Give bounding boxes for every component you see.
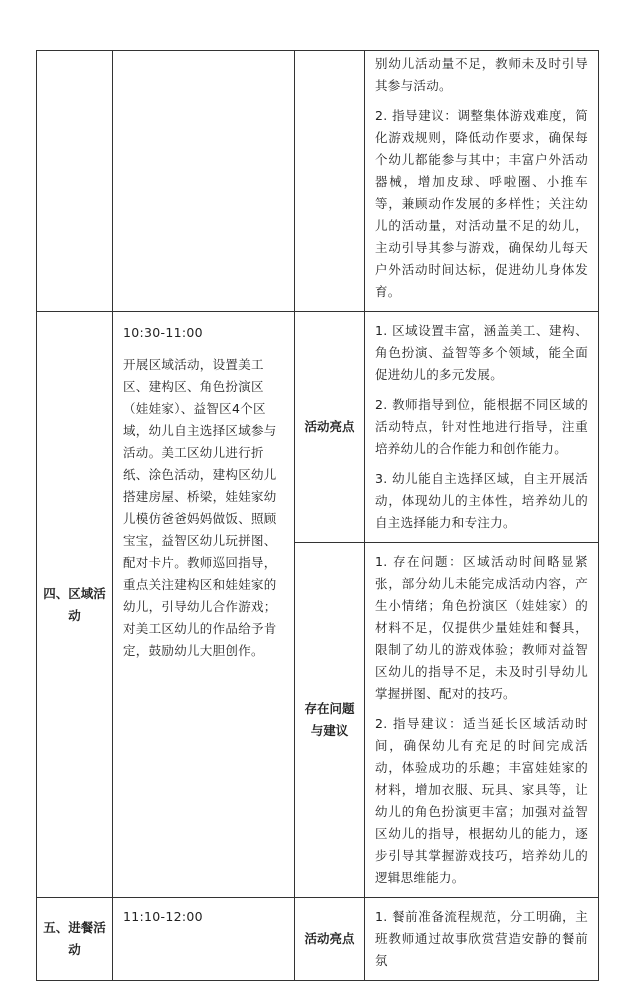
meal-highlight-item: 1. 餐前准备流程规范，分工明确，主班教师通过故事欣赏营造安静的餐前氛 [375,909,588,968]
label-highlights: 活动亮点 [295,312,365,543]
table-row-area-activity-highlights [37,312,599,543]
empty-category-cell [37,51,113,312]
category-meal-activity: 五、进餐活动 [37,898,113,981]
highlight-item: 1. 区域设置丰富，涵盖美工、建构、角色扮演、益智等多个领域，能全面促进幼儿的多元发展。 [375,323,588,382]
empty-description-cell [113,51,295,312]
issue-text-continued: 别幼儿活动量不足，教师未及时引导其参与活动。 [375,56,588,93]
empty-label-cell [295,51,365,312]
activity-description-cell [113,312,295,898]
meal-highlights-cell [365,898,599,981]
suggestion-item: 2. 指导建议：适当延长区域活动时间，确保幼儿有充足的时间完成活动，体验成功的乐趣；丰富娃娃家的材料，增加衣服、玩具、家具等，让幼儿的角色扮演更丰富；加强对益智区幼儿的指导，根据幼儿的能力，逐步引导其掌握游戏技巧，培养幼儿的逻辑思维能力。 [375,716,588,885]
meal-activity-time: 11:10-12:00 [123,909,203,924]
activity-time: 10:30-11:00 [123,325,203,340]
label-meal-highlights: 活动亮点 [295,898,365,981]
highlight-item: 3. 幼儿能自主选择区域，自主开展活动，体现幼儿的主体性，培养幼儿的自主选择能力和专注力。 [375,471,588,530]
table-row-meal-activity [37,898,599,981]
activity-evaluation-table [36,50,599,981]
highlights-cell [365,312,599,543]
highlight-item: 2. 教师指导到位，能根据不同区域的活动特点，针对性地进行指导，注重培养幼儿的合作能力和创作能力。 [375,397,588,456]
suggestion-text: 2. 指导建议：调整集体游戏难度，简化游戏规则，降低动作要求，确保每个幼儿都能参与其中；丰富户外活动器械，增加皮球、呼啦圈、小推车等，兼顾动作发展的多样性；关注幼儿的活动量，对活动量不足的幼儿，主动引导其参与游戏，确保幼儿每天户外活动时间达标，促进幼儿身体发育。 [375,108,588,299]
issue-item: 1. 存在问题：区域活动时间略显紧张，部分幼儿未能完成活动内容，产生小情绪；角色扮演区（娃娃家）的材料不足，仅提供少量娃娃和餐具，限制了幼儿的游戏体验；教师对益智区幼儿的指导不足，未及时引导幼儿掌握拼图、配对的技巧。 [375,554,588,701]
label-issues-suggestions: 存在问题与建议 [295,543,365,898]
meal-time-cell [113,898,295,981]
issues-suggestions-cell [365,51,599,312]
issues-cell [365,543,599,898]
activity-description: 开展区域活动，设置美工区、建构区、角色扮演区（娃娃家）、益智区4个区域，幼儿自主选择区域参与活动。美工区幼儿进行折纸、涂色活动，建构区幼儿搭建房屋、桥梁，娃娃家幼儿模仿爸爸妈妈做饭、照顾宝宝，益智区幼儿玩拼图、配对卡片。教师巡回指导，重点关注建构区和娃娃家的幼儿，引导幼儿合作游戏；对美工区幼儿的作品给予肯定，鼓励幼儿大胆创作。 [123,357,277,658]
category-area-activity: 四、区域活动 [37,312,113,898]
table-row-continued [37,51,599,312]
